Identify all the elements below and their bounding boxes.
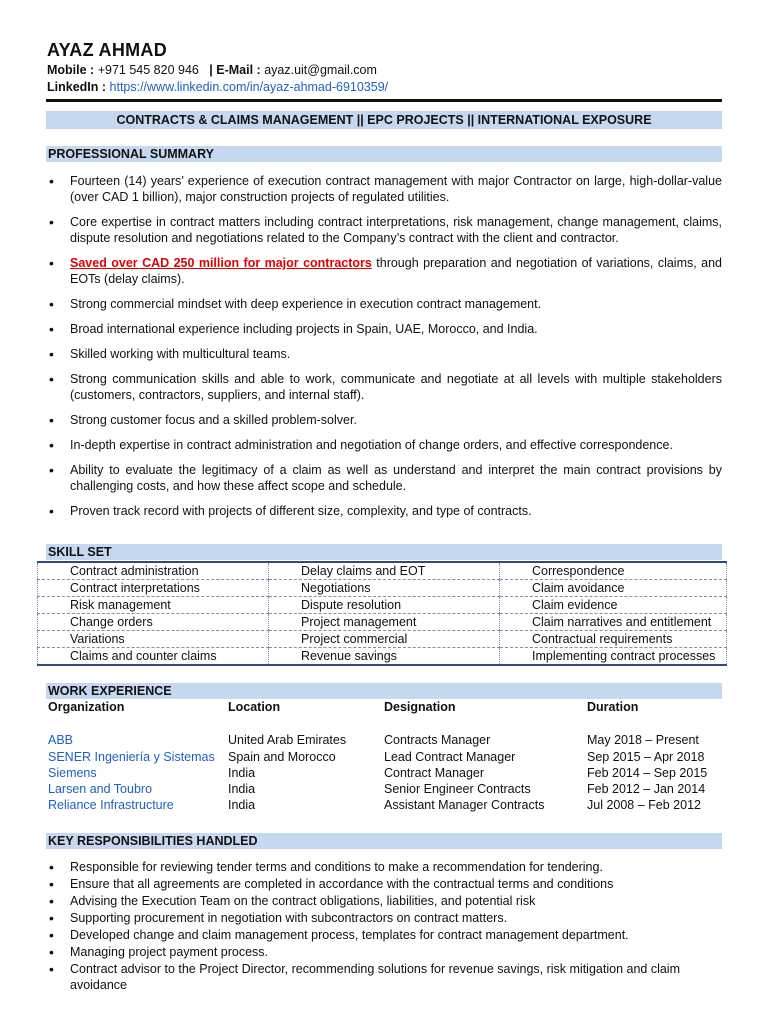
skills-row bbox=[38, 648, 727, 666]
work-location: India bbox=[228, 798, 256, 812]
skill-cell: Variations bbox=[38, 631, 269, 648]
skill-cell: Claims and counter claims bbox=[38, 648, 269, 666]
work-duration: May 2018 – Present bbox=[587, 733, 699, 747]
skill-cell: Project commercial bbox=[269, 631, 500, 648]
skill-cell: Change orders bbox=[38, 614, 269, 631]
header-divider bbox=[46, 99, 722, 102]
skills-row bbox=[38, 562, 727, 580]
responsibility-item: • Supporting procurement in negotiation with subcontractors on contract matters. bbox=[46, 910, 722, 926]
section-header-work: WORK EXPERIENCE bbox=[46, 683, 722, 699]
mobile-label: Mobile : bbox=[47, 63, 95, 77]
summary-item: • Strong communication skills and able to work, communicate and negotiate at all levels with multiple stakeholders (customers, contractors, suppliers, and internal staff). bbox=[46, 371, 722, 403]
candidate-name: AYAZ AHMAD bbox=[47, 40, 168, 60]
work-duration: Feb 2012 – Jan 2014 bbox=[587, 782, 706, 796]
work-designation: Contracts Manager bbox=[384, 733, 491, 747]
summary-item: • Skilled working with multicultural teams. bbox=[46, 346, 722, 362]
section-header-skills: SKILL SET bbox=[46, 544, 722, 560]
mobile-number: +971 545 820 946 bbox=[97, 63, 199, 77]
linkedin-label: LinkedIn : bbox=[47, 80, 107, 94]
skills-row bbox=[38, 631, 727, 648]
work-duration: Jul 2008 – Feb 2012 bbox=[587, 798, 701, 812]
work-organization: Siemens bbox=[48, 766, 97, 780]
work-organization: Reliance Infrastructure bbox=[48, 798, 174, 812]
skill-cell: Risk management bbox=[38, 597, 269, 614]
summary-item: • Core expertise in contract matters including contract interpretations, risk management, change management, claims, dispute resolution and negotiations related to the Company’s contract with the client and contractor. bbox=[46, 214, 722, 246]
email-label: | E-Mail : bbox=[209, 63, 261, 77]
linkedin-link[interactable]: https://www.linkedin.com/in/ayaz-ahmad-6910359/ bbox=[109, 80, 389, 94]
responsibility-item: • Managing project payment process. bbox=[46, 944, 722, 960]
skills-table bbox=[37, 561, 727, 666]
summary-item: • Strong commercial mindset with deep experience in execution contract management. bbox=[46, 296, 722, 312]
responsibility-item: • Ensure that all agreements are completed in accordance with the contractual terms and conditions bbox=[46, 876, 722, 892]
work-location: India bbox=[228, 782, 256, 796]
work-designation: Contract Manager bbox=[384, 766, 485, 780]
summary-item: • Fourteen (14) years’ experience of execution contract management with major Contractor on large, high-dollar-value (over CAD 1 billion), major construction projects of regulated utilities. bbox=[46, 173, 722, 205]
summary-item: • In-depth expertise in contract administration and negotiation of change orders, and effective correspondence. bbox=[46, 437, 722, 453]
email-address: ayaz.uit@gmail.com bbox=[264, 63, 377, 77]
section-header-summary: PROFESSIONAL SUMMARY bbox=[46, 146, 722, 162]
summary-item bbox=[46, 255, 722, 287]
skill-cell: Claim avoidance bbox=[500, 580, 727, 597]
skill-cell: Delay claims and EOT bbox=[269, 562, 500, 580]
savings-highlight: Saved over CAD 250 million for major contractors bbox=[70, 256, 372, 270]
skill-cell: Contract administration bbox=[38, 562, 269, 580]
contact-line-linkedin bbox=[47, 80, 388, 94]
skill-cell: Project management bbox=[269, 614, 500, 631]
skill-cell: Contract interpretations bbox=[38, 580, 269, 597]
skill-cell: Negotiations bbox=[269, 580, 500, 597]
skill-cell: Claim narratives and entitlement bbox=[500, 614, 727, 631]
summary-item: • Proven track record with projects of different size, complexity, and type of contracts. bbox=[46, 503, 722, 519]
work-duration: Sep 2015 – Apr 2018 bbox=[587, 750, 705, 764]
work-designation: Senior Engineer Contracts bbox=[384, 782, 531, 796]
skill-cell: Dispute resolution bbox=[269, 597, 500, 614]
responsibility-item: • Contract advisor to the Project Director, recommending solutions for revenue savings, risk mitigation and claim avoidance bbox=[46, 961, 722, 993]
skill-cell: Implementing contract processes bbox=[500, 648, 727, 666]
responsibility-item: • Advising the Execution Team on the contract obligations, liabilities, and potential risk bbox=[46, 893, 722, 909]
responsibility-item: • Developed change and claim management process, templates for contract management department. bbox=[46, 927, 722, 943]
responsibilities-list bbox=[46, 859, 722, 994]
work-header-location: Location bbox=[228, 700, 281, 714]
skill-cell: Correspondence bbox=[500, 562, 727, 580]
skills-row bbox=[38, 597, 727, 614]
work-organization: Larsen and Toubro bbox=[48, 782, 153, 796]
summary-item-text: through preparation and negotiation of variations, claims, and EOTs (delay claims). bbox=[70, 256, 722, 286]
headline-banner: CONTRACTS & CLAIMS MANAGEMENT || EPC PROJECTS || INTERNATIONAL EXPOSURE bbox=[46, 111, 722, 129]
skill-cell: Contractual requirements bbox=[500, 631, 727, 648]
work-header-organization: Organization bbox=[48, 700, 125, 714]
skill-cell: Claim evidence bbox=[500, 597, 727, 614]
summary-list bbox=[46, 173, 722, 528]
summary-item: • Broad international experience including projects in Spain, UAE, Morocco, and India. bbox=[46, 321, 722, 337]
work-organization: ABB bbox=[48, 733, 74, 747]
work-location: India bbox=[228, 766, 256, 780]
work-header-designation: Designation bbox=[384, 700, 456, 714]
contact-line-mobile-email bbox=[47, 63, 377, 77]
skills-row bbox=[38, 614, 727, 631]
work-header-duration: Duration bbox=[587, 700, 639, 714]
work-location: United Arab Emirates bbox=[228, 733, 347, 747]
section-header-responsibilities: KEY RESPONSIBILITIES HANDLED bbox=[46, 833, 722, 849]
skills-row bbox=[38, 580, 727, 597]
responsibility-item: • Responsible for reviewing tender terms and conditions to make a recommendation for tendering. bbox=[46, 859, 722, 875]
work-organization: SENER Ingeniería y Sistemas bbox=[48, 750, 215, 764]
skill-cell: Revenue savings bbox=[269, 648, 500, 666]
work-designation: Lead Contract Manager bbox=[384, 750, 516, 764]
summary-item: • Ability to evaluate the legitimacy of a claim as well as understand and interpret the main contract provisions by challenging costs, and how these affect scope and schedule. bbox=[46, 462, 722, 494]
work-duration: Feb 2014 – Sep 2015 bbox=[587, 766, 708, 780]
work-location: Spain and Morocco bbox=[228, 750, 336, 764]
work-designation: Assistant Manager Contracts bbox=[384, 798, 545, 812]
summary-item: • Strong customer focus and a skilled problem-solver. bbox=[46, 412, 722, 428]
